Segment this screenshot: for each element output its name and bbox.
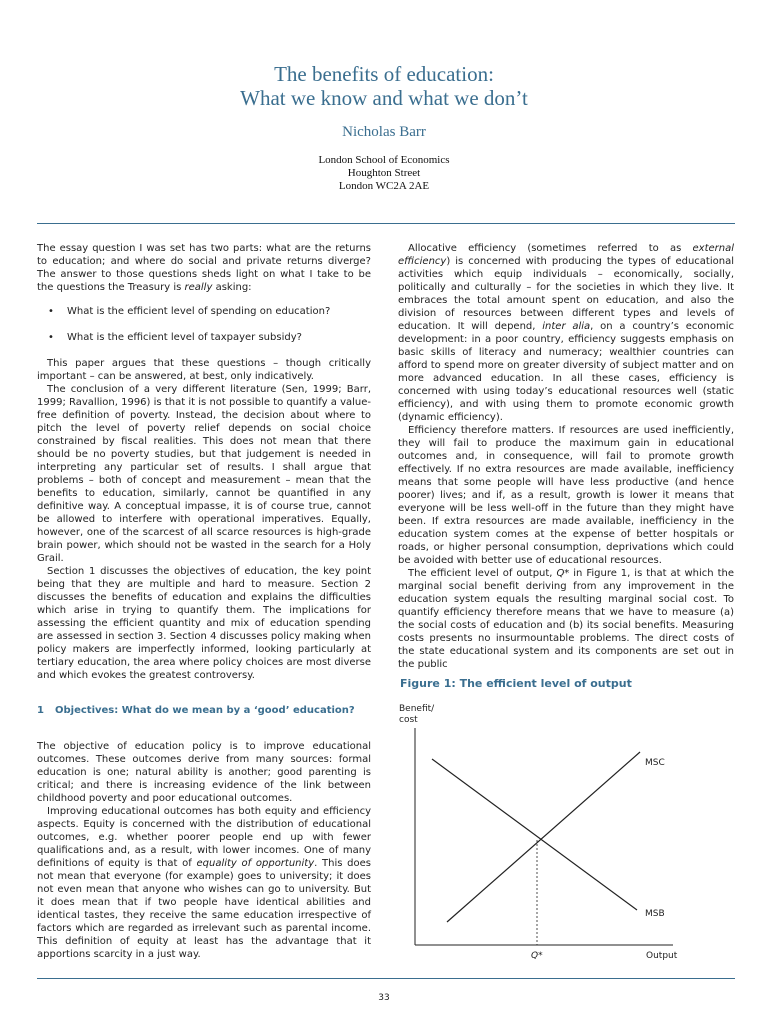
list-item: • What is the efficient level of taxpayer subsidy? [48, 332, 302, 343]
q-star-label: Q* [531, 951, 543, 961]
bullet-icon: • [48, 332, 54, 343]
msc-label: MSC [645, 758, 665, 768]
msc-curve [447, 752, 640, 922]
list-item: • What is the efficient level of spending on education? [48, 306, 331, 317]
affiliation-line: Houghton Street [347, 167, 421, 179]
intro-paragraph: The essay question I was set has two parts: what are the returns to education; and where do social and private returns diverge? The answer to those questions sheds light on what I take to be the questions the Treasury is really asking: [37, 243, 371, 293]
body-paragraph: The efficient level of output, Q* in Figure 1, is that at which the marginal social benefit deriving from any improvement in the education system equals the resulting marginal social cost. To quantify efficiency therefore means that we have to measure (a) the social costs of education and (b) its social benefits. Measuring costs presents no insurmountable problems. The direct costs of the state educational system and its components are set out in the public [398, 568, 734, 670]
question-list [37, 305, 371, 344]
bottom-divider [37, 978, 735, 979]
efficiency-diagram [395, 700, 695, 965]
body-paragraph: Allocative efficiency (sometimes referred to as external efficiency) is concerned with producing the types of educational activities which equip individuals – economically, socially, politically and culturally – for the societies in which they live. It embraces the total amount spent on education, and also the division of resources between different types and levels of education. It will depend, inter alia, on a country’s economic development: in a poor country, efficiency suggests emphasis on basic skills of literacy and numeracy; wealthier countries can afford to spend more on greater diversity of subject matter and on more advanced education. In all these cases, efficiency is concerned with using today’s educational resources well (static efficiency), and with using them to promote economic growth (dynamic efficiency). [398, 243, 735, 423]
x-axis-label: Output [646, 951, 678, 961]
section-number: 1 [37, 705, 44, 716]
title-line-2: What we know and what we don’t [240, 86, 528, 110]
body-paragraph: This paper argues that these questions – though critically important – can be answered, at best, only indicatively. [37, 358, 371, 382]
author-name: Nicholas Barr [342, 124, 426, 140]
left-column-upper [37, 242, 371, 682]
y-axis-label: Benefit/ [399, 704, 435, 714]
page-number: 33 [378, 993, 390, 1003]
right-column [398, 242, 734, 671]
figure-title: Figure 1: The efficient level of output [400, 677, 632, 690]
body-paragraph: The objective of education policy is to improve educational outcomes. These outcomes derive from many sources: formal education is one; natural ability is another; good parenting is critical; and there is increasing evidence of the link between childhood poverty and poor educational outcomes. [37, 741, 371, 804]
msb-label: MSB [645, 909, 665, 919]
top-divider [37, 223, 735, 224]
section-heading [37, 705, 371, 717]
title-line-1: The benefits of education: [274, 62, 494, 86]
y-axis-label: cost [399, 715, 418, 725]
body-paragraph: The conclusion of a very different literature (Sen, 1999; Barr, 1999; Ravallion, 1996) is that it is not possible to quantify a value-free definition of poverty. Instead, the decision about where to pitch the level of poverty relief depends on social choice constrained by fiscal realities. This does not mean that there should be no poverty studies, but that judgement is needed in interpreting any particular set of results. I shall argue that problems – both of concept and measurement – mean that the benefits to education, similarly, cannot be quantified in any definitive way. A conceptual impasse, it is of course true, cannot be allowed to interfere with operational imperatives. Equally, however, one of the scarcest of all scarce resources is high-grade brain power, which should not be wasted in the search for a Holy Grail. [37, 384, 371, 564]
section-title: Objectives: What do we mean by a ‘good’ education? [55, 705, 355, 716]
bullet-icon: • [48, 306, 54, 317]
affiliation-block [0, 154, 768, 193]
body-paragraph: Improving educational outcomes has both equity and efficiency aspects. Equity is concerned with the distribution of educational outcomes, e.g. whether poorer people end up with fewer qualifications and, as a result, with lower incomes. One of many definitions of equity is that of equality of opportunity. This does not mean that everyone (for example) goes to university; it does not even mean that anyone who wishes can go to university. But it does mean that if two people have identical abilities and identical tastes, they receive the same education irrespective of factors which are regarded as irrelevant such as parental income. This definition of equity at least has the advantage that it apportions scarcity in a just way. [37, 806, 371, 960]
left-column-lower [37, 740, 371, 961]
body-paragraph: Section 1 discusses the objectives of education, the key point being that they are multiple and hard to measure. Section 2 discusses the benefits of education and explains the difficulties which arise in trying to quantify them. The implications for assessing the efficient quantity and mix of education spending are assessed in section 3. Section 4 discusses policy making when policy makers are imperfectly informed, looking particularly at tertiary education, the area where policy choices are most diverse and which evokes the greatest controversy. [37, 566, 371, 681]
paper-title [0, 62, 768, 110]
body-paragraph: Efficiency therefore matters. If resources are used inefficiently, they will fail to produce the maximum gain in educational outcomes and, in consequence, will fail to promote growth effectively. If no extra resources are made available, inefficiency means that some people will have less productive (and hence poorer) lives; and if, as a result, growth is lower it means that everyone will be less well-off in the future than they might have been. If extra resources are made available, inefficiency in the education system comes at the expense of better hospitals or roads, or higher personal consumption, deprivations which could be avoided with better use of educational resources. [398, 425, 734, 566]
affiliation-line: London School of Economics [318, 154, 450, 166]
affiliation-line: London WC2A 2AE [338, 180, 430, 192]
